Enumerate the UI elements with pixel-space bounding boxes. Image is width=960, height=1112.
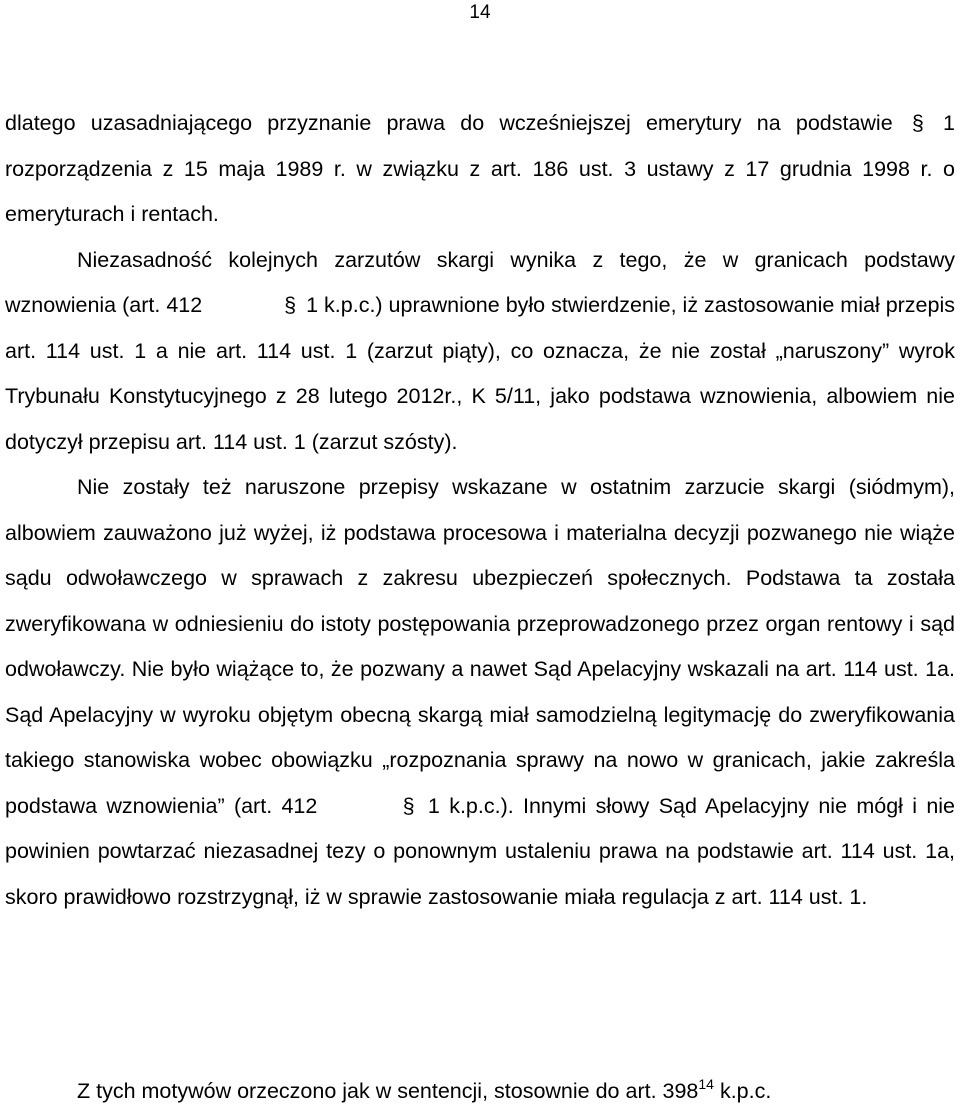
- paragraph: [5, 101, 955, 238]
- closing-text: Z tych motywów orzeczono jak w sentencji, stosownie do art. 398: [77, 1079, 699, 1103]
- paragraph: [5, 465, 955, 920]
- paragraph-text: dlatego uzasadniającego przyznanie prawa do wcześniejszej emerytury na podstawie: [5, 111, 908, 135]
- section-sign: §: [402, 793, 415, 818]
- paragraph-text: 1 k.p.c.). Innymi słowy Sąd Apelacyjny nie mógł i nie powinien powtarzać niezasadnej tezy o ponownym ustaleniu prawa na podstawie art. 114 ust. 1a, skoro prawidłowo rozstrzygnął, iż w sprawie zastosowanie miała regulacja z art. 114 ust. 1.: [5, 793, 956, 909]
- closing-superscript: 14: [698, 1076, 714, 1092]
- paragraph-text: Niezasadność kolejnych zarzutów skargi wynika z tego, że w granicach podstawy wznowienia (art. 412: [5, 247, 955, 317]
- closing-text-end: k.p.c.: [713, 1079, 772, 1103]
- section-sign: §: [284, 293, 297, 317]
- paragraph-text: Nie zostały też naruszone przepisy wskazane w ostatnim zarzucie skargi (siódmym), albowiem zauważono już wyżej, iż podstawa procesowa i materialna decyzji pozwanego nie wiąże sądu odwoławczego w sprawach z zakresu ubezpieczeń społecznych. Podstawa ta została zweryfikowana w odniesieniu do istoty postępowania przeprowadzonego przez organ rentowy i sąd odwoławczy. Nie było wiążące to, że pozwany a nawet Sąd Apelacyjny wskazali na art. 114 ust. 1a. Sąd Apelacyjny w wyroku objętym obecną skargą miał samodzielną legitymację do zweryfikowania takiego stanowiska wobec obowiązku „rozpoznania sprawy na nowo w granicach, jakie zakreśla podstawa wznowienia” (art. 412: [5, 475, 955, 818]
- paragraph-text: 1 k.p.c.) uprawnione było stwierdzenie, iż zastosowanie miał przepis art. 114 ust. 1 a nie art. 114 ust. 1 (zarzut piąty), co oznacza, że nie został „naruszony” wyrok Trybunału Konstytucyjnego z 28 lutego 2012r., K 5/11, jako podstawa wznowienia, albowiem nie dotyczył przepisu art. 114 ust. 1 (zarzut szósty).: [5, 293, 955, 454]
- closing-sentence: [77, 1077, 771, 1105]
- page-number: 14: [469, 2, 491, 23]
- document-body: [5, 101, 955, 920]
- paragraph-text: 1 rozporządzenia z 15 maja 1989 r. w związku z art. 186 ust. 3 ustawy z 17 grudnia 1998 r. o emeryturach i rentach.: [5, 111, 955, 226]
- paragraph: [5, 238, 955, 466]
- section-sign: §: [911, 111, 924, 135]
